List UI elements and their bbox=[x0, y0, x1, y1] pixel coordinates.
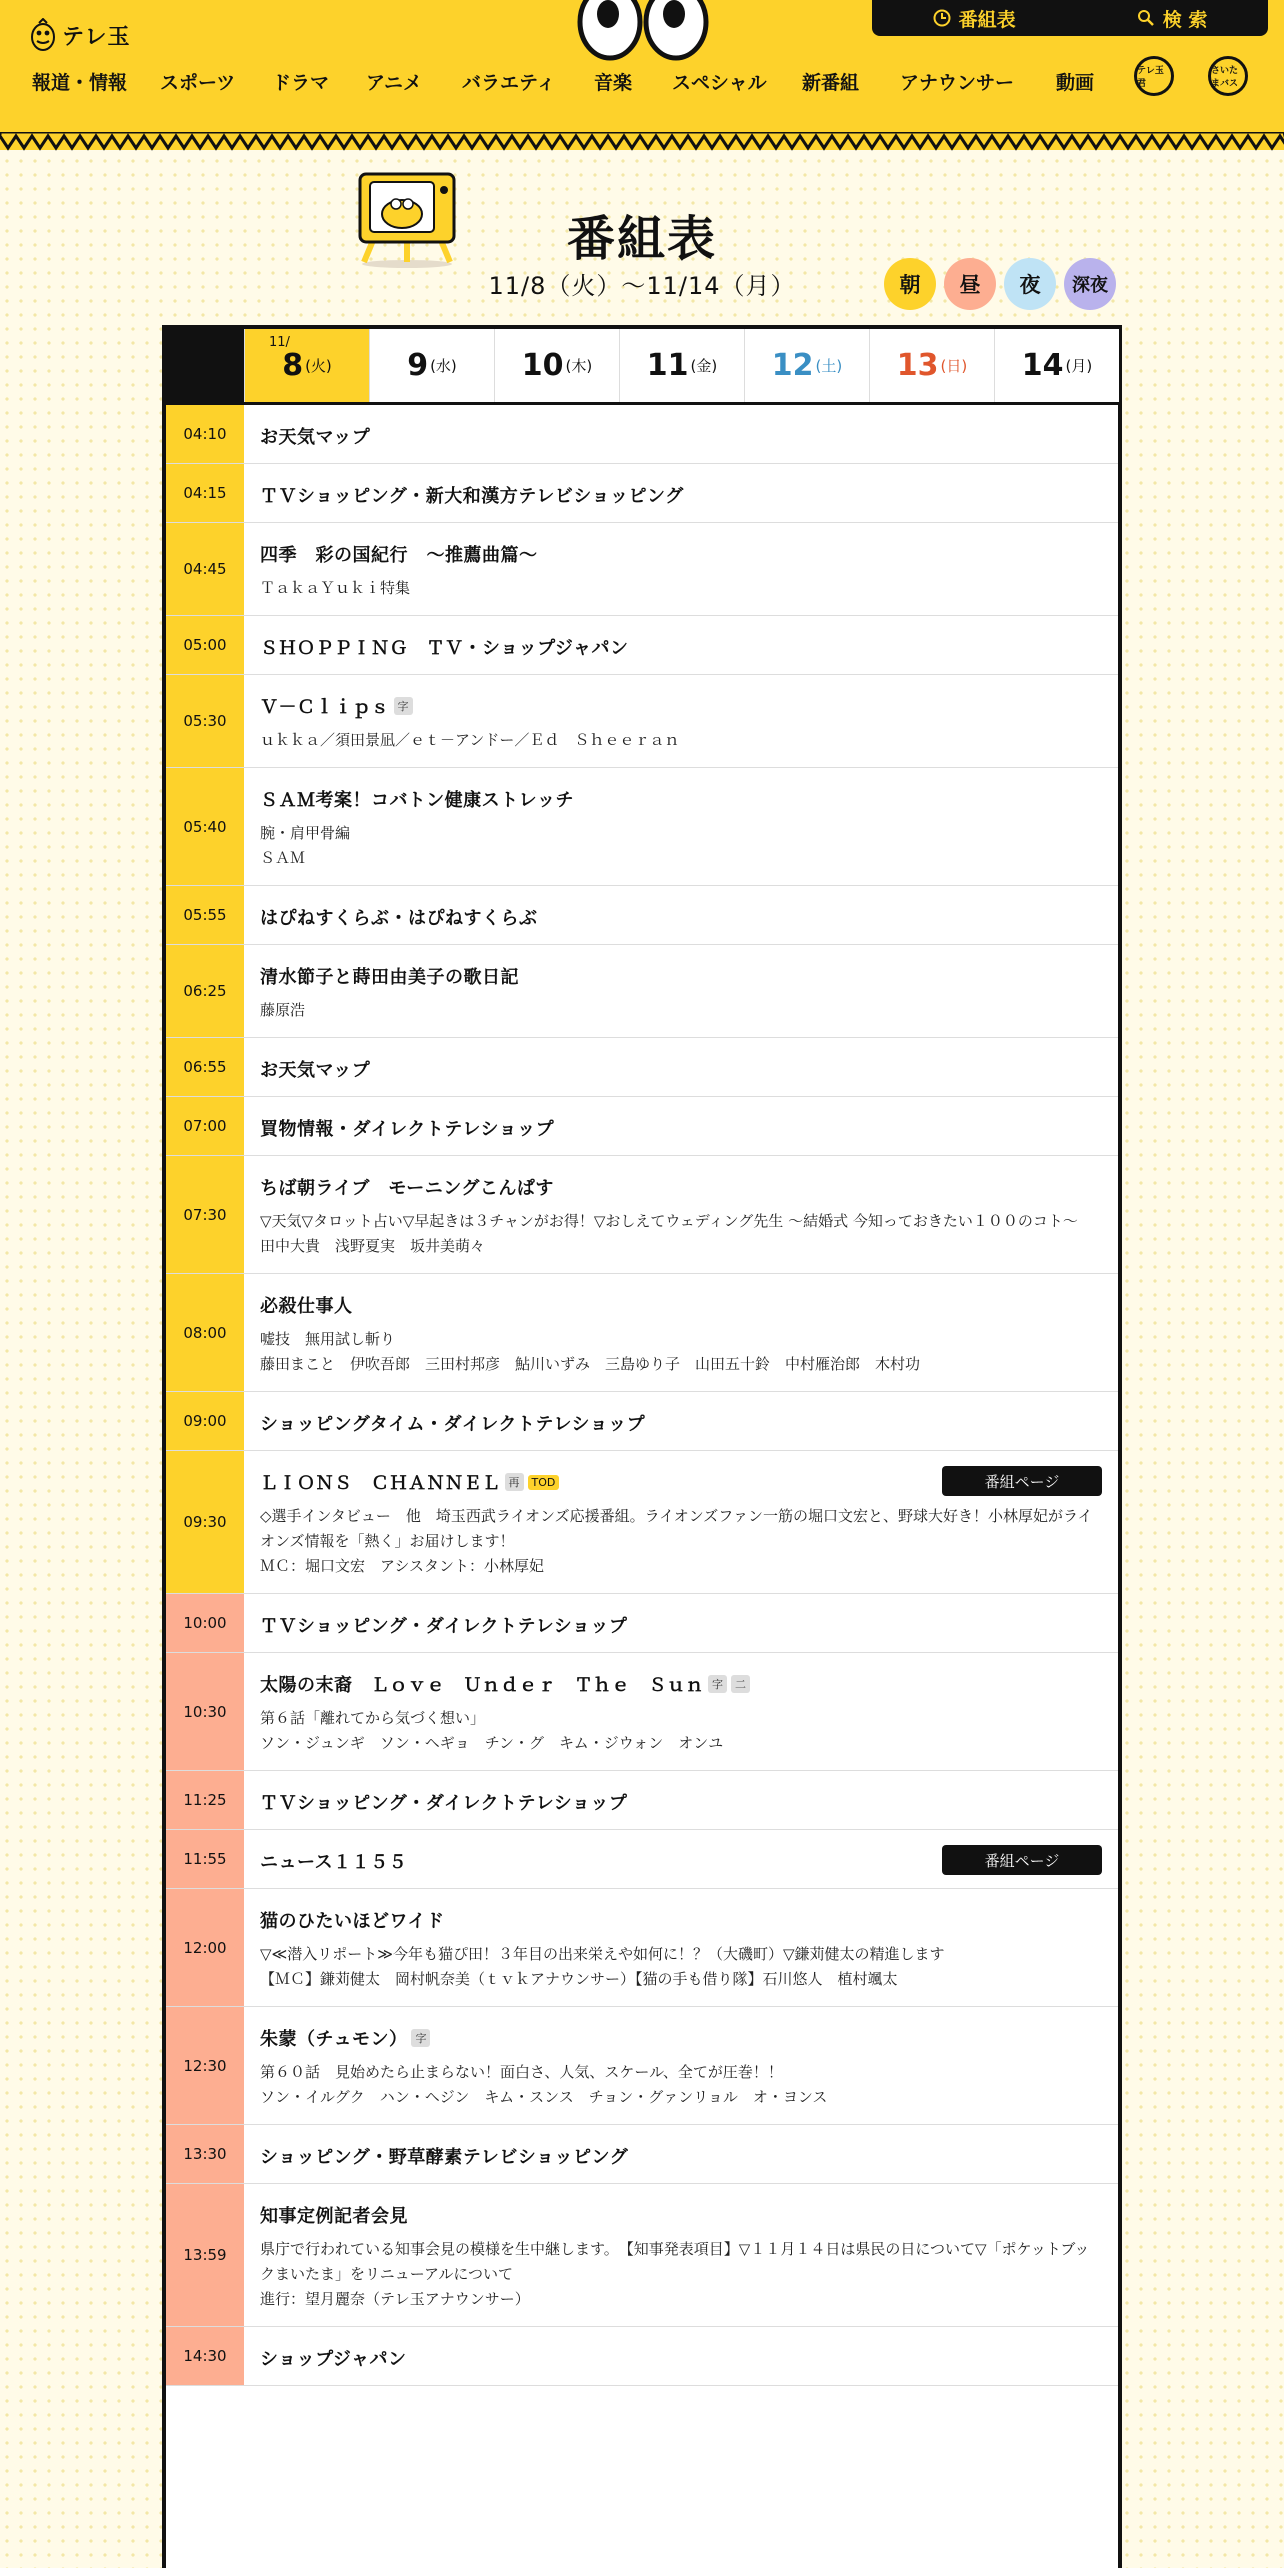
program-list bbox=[166, 405, 1118, 2386]
program-time: 09:30 bbox=[166, 1451, 244, 1593]
program-description bbox=[260, 576, 1102, 601]
day-tab-weekday: (月) bbox=[1065, 357, 1093, 375]
program-row[interactable] bbox=[166, 2007, 1118, 2125]
top-utility-bar bbox=[872, 0, 1268, 36]
program-description-line: 【ＭＣ】鎌苅健太 岡村帆奈美（ｔｖｋアナウンサー）【猫の手も借り隊】石川悠人 植村颯太 bbox=[260, 1970, 898, 1988]
program-content bbox=[244, 1097, 1118, 1155]
program-content bbox=[244, 768, 1118, 885]
program-row[interactable] bbox=[166, 1451, 1118, 1594]
program-description bbox=[260, 1327, 1102, 1377]
day-tab-weekday: (水) bbox=[430, 357, 457, 375]
day-tab-weekday: (火) bbox=[305, 357, 332, 375]
program-title-line bbox=[260, 904, 1102, 930]
program-time: 05:55 bbox=[166, 886, 244, 944]
program-time: 05:30 bbox=[166, 675, 244, 767]
program-content bbox=[244, 945, 1118, 1037]
search-link[interactable] bbox=[1137, 5, 1208, 32]
time-late-night-button[interactable] bbox=[1064, 258, 1116, 310]
program-title[interactable]: 朱蒙（チュモン） bbox=[260, 2029, 408, 2050]
program-description-line: ＳＡＭ bbox=[260, 849, 306, 867]
nav-variety[interactable]: バラエティ bbox=[462, 72, 556, 94]
program-row[interactable] bbox=[166, 1097, 1118, 1156]
program-description bbox=[260, 998, 1102, 1023]
program-description-line: 県庁で行われている知事会見の模様を生中継します。 【知事発表項目】▽１１月１４日は県民の日について▽「ポケットブックまいたま」をリニューアルについて bbox=[260, 2240, 1090, 2283]
program-row[interactable] bbox=[166, 1653, 1118, 1771]
program-title-line bbox=[260, 634, 1102, 660]
mascot-eyes-icon bbox=[568, 0, 718, 62]
program-row[interactable] bbox=[166, 1771, 1118, 1830]
program-title-line bbox=[260, 541, 1102, 567]
day-tab-number: 13 bbox=[896, 348, 939, 383]
program-badge: 字 bbox=[394, 697, 413, 715]
program-row[interactable] bbox=[166, 945, 1118, 1038]
program-title[interactable]: 知事定例記者会見 bbox=[260, 2206, 408, 2227]
program-content bbox=[244, 1889, 1118, 2006]
search-link-label: 検 索 bbox=[1162, 8, 1208, 31]
clock-icon bbox=[933, 9, 951, 27]
saitama-bus-button[interactable] bbox=[1208, 56, 1248, 96]
program-description-line: 藤田まこと 伊吹吾郎 三田村邦彦 鮎川いずみ 三島ゆり子 山田五十鈴 中村雁治郎 木村功 bbox=[260, 1355, 921, 1373]
day-tab-number: 12 bbox=[771, 348, 814, 383]
page-title: 番組表 bbox=[566, 211, 717, 267]
program-description-line: ▽≪潜入リポート≫今年も猫ぴ田！３年目の出来栄えや如何に！？（大磯町）▽鎌苅健太の精進します bbox=[260, 1945, 945, 1963]
program-time: 05:40 bbox=[166, 768, 244, 885]
program-content bbox=[244, 523, 1118, 615]
program-title-line bbox=[260, 1410, 1102, 1436]
program-content bbox=[244, 616, 1118, 674]
program-title[interactable]: ショップジャパン bbox=[260, 2349, 407, 2370]
program-time: 11:25 bbox=[166, 1771, 244, 1829]
time-morning-button[interactable] bbox=[884, 258, 936, 310]
program-content bbox=[244, 1038, 1118, 1096]
program-time: 04:10 bbox=[166, 405, 244, 463]
program-badge: 字 bbox=[708, 1675, 727, 1693]
program-row[interactable] bbox=[166, 1274, 1118, 1392]
day-tab-10[interactable] bbox=[494, 329, 619, 402]
program-content bbox=[244, 405, 1118, 463]
day-tab-weekday: (金) bbox=[690, 357, 718, 375]
day-tab-number: 11 bbox=[646, 348, 689, 383]
program-time: 04:45 bbox=[166, 523, 244, 615]
program-title-line bbox=[260, 2345, 1102, 2371]
program-time: 13:59 bbox=[166, 2184, 244, 2326]
day-tab-number: 10 bbox=[521, 348, 564, 383]
program-description-line: 嘘技 無用試し斬り bbox=[260, 1330, 396, 1348]
nav-announcer[interactable]: アナウンサー bbox=[900, 72, 1015, 94]
program-content bbox=[244, 1653, 1118, 1770]
program-title[interactable]: ショッピング・野草酵素テレビショッピング bbox=[260, 2147, 629, 2168]
program-time: 14:30 bbox=[166, 2327, 244, 2385]
day-tab-number: 8 bbox=[282, 348, 304, 383]
time-late-night-label: 深夜 bbox=[1072, 275, 1108, 296]
program-description bbox=[260, 2237, 1102, 2312]
program-description bbox=[260, 1209, 1102, 1259]
program-title[interactable]: 必殺仕事人 bbox=[260, 1296, 353, 1317]
program-row[interactable] bbox=[166, 1038, 1118, 1097]
program-row[interactable] bbox=[166, 405, 1118, 464]
main-nav bbox=[0, 68, 1284, 100]
day-tab-9[interactable] bbox=[369, 329, 494, 402]
program-description bbox=[260, 728, 1102, 753]
nav-drama[interactable]: ドラマ bbox=[272, 72, 330, 94]
day-tab-11[interactable] bbox=[619, 329, 744, 402]
program-description bbox=[260, 821, 1102, 871]
nav-news[interactable]: 報道・情報 bbox=[32, 72, 128, 94]
program-title[interactable]: はぴねすくらぶ・はぴねすくらぶ bbox=[260, 908, 538, 929]
program-time: 04:15 bbox=[166, 464, 244, 522]
day-tab-8[interactable] bbox=[244, 329, 369, 402]
program-row[interactable] bbox=[166, 2327, 1118, 2386]
time-night-label: 夜 bbox=[1019, 273, 1041, 297]
program-title[interactable]: ショッピングタイム・ダイレクトテレショップ bbox=[260, 1414, 646, 1435]
program-time: 12:00 bbox=[166, 1889, 244, 2006]
program-description-line: 田中大貴 浅野夏実 坂井美萌々 bbox=[260, 1237, 486, 1255]
program-title[interactable]: ニュース１１５５ bbox=[260, 1852, 408, 1873]
program-row[interactable] bbox=[166, 2125, 1118, 2184]
program-title[interactable]: ＳＨＯＰＰＩＮＧ ＴＶ・ショップジャパン bbox=[260, 638, 629, 659]
program-row[interactable] bbox=[166, 1830, 1118, 1889]
program-title-line bbox=[260, 2202, 1102, 2228]
program-content bbox=[244, 675, 1118, 767]
program-row[interactable] bbox=[166, 1594, 1118, 1653]
program-time: 07:30 bbox=[166, 1156, 244, 1273]
logo-text: テレ玉 bbox=[62, 24, 131, 50]
program-content bbox=[244, 1156, 1118, 1273]
program-description-line: ソン・イルグク ハン・ヘジン キム・スンス チョン・グァンリョル オ・ヨンス bbox=[260, 2088, 828, 2106]
day-tab-number: 14 bbox=[1021, 348, 1064, 383]
program-badge: TOD bbox=[528, 1475, 560, 1490]
program-description-line: ソン・ジュンギ ソン・ヘギョ チン・グ キム・ジウォン オンユ bbox=[260, 1734, 724, 1752]
program-title[interactable]: ＬＩＯＮＳ ＣＨＡＮＮＥＬ bbox=[260, 1473, 501, 1494]
day-tab-weekday: (日) bbox=[940, 357, 968, 375]
day-tab-weekday: (木) bbox=[565, 357, 593, 375]
program-row[interactable] bbox=[166, 768, 1118, 886]
program-title[interactable]: 清水節子と蒔田由美子の歌日記 bbox=[260, 967, 519, 988]
program-content bbox=[244, 1594, 1118, 1652]
schedule-table bbox=[162, 325, 1122, 2568]
nav-special[interactable]: スペシャル bbox=[672, 72, 767, 94]
program-badge: 字 bbox=[411, 2029, 430, 2047]
program-title-line bbox=[260, 1115, 1102, 1141]
program-title[interactable]: ＴＶショッピング・新大和漢方テレビショッピング bbox=[260, 486, 684, 507]
program-content bbox=[244, 1771, 1118, 1829]
program-description-line: 腕・肩甲骨編 bbox=[260, 824, 351, 842]
program-title-line bbox=[260, 482, 1102, 508]
program-title-line bbox=[260, 1907, 1102, 1933]
program-row[interactable] bbox=[166, 1392, 1118, 1451]
site-logo[interactable] bbox=[30, 18, 131, 52]
program-description bbox=[260, 1504, 1102, 1579]
header-zigzag-edge bbox=[0, 132, 1284, 154]
program-title-line bbox=[260, 1612, 1102, 1638]
schedule-link-label: 番組表 bbox=[958, 8, 1016, 31]
program-title-line bbox=[260, 1671, 1102, 1697]
program-content bbox=[244, 2184, 1118, 2326]
program-time: 12:30 bbox=[166, 2007, 244, 2124]
program-row[interactable] bbox=[166, 616, 1118, 675]
program-content bbox=[244, 1274, 1118, 1391]
program-description-line: 第６話「離れてから気づく想い」 bbox=[260, 1709, 486, 1727]
program-page-button[interactable]: 番組ページ bbox=[942, 1845, 1102, 1875]
program-title-line bbox=[260, 1174, 1102, 1200]
program-title[interactable]: ちば朝ライブ モーニングこんぱす bbox=[260, 1178, 554, 1199]
program-title[interactable]: 猫のひたいほどワイド bbox=[260, 1911, 445, 1932]
teletama-kun-label: テレ玉君 bbox=[1137, 66, 1164, 89]
program-description-line: ＴａｋａＹｕｋｉ特集 bbox=[260, 579, 411, 597]
date-range: 11/8（火）〜11/14（月） bbox=[488, 272, 796, 300]
program-time: 05:00 bbox=[166, 616, 244, 674]
program-row[interactable] bbox=[166, 464, 1118, 523]
program-description-line: 藤原浩 bbox=[260, 1001, 306, 1019]
program-content bbox=[244, 886, 1118, 944]
program-description-line: 第６０話 見始めたら止まらない！面白さ、人気、スケール、全てが圧巻！！ bbox=[260, 2063, 783, 2081]
program-description-line: ＭＣ：堀口文宏 アシスタント：小林厚妃 bbox=[260, 1557, 544, 1575]
schedule-link[interactable] bbox=[933, 5, 1016, 32]
program-row[interactable] bbox=[166, 2184, 1118, 2327]
program-title-line bbox=[260, 1789, 1102, 1815]
day-tab-12[interactable] bbox=[744, 329, 869, 402]
search-icon bbox=[1137, 9, 1155, 27]
program-title[interactable]: 四季 彩の国紀行 ～推薦曲篇～ bbox=[260, 545, 538, 566]
program-title[interactable]: 買物情報・ダイレクトテレショップ bbox=[260, 1119, 555, 1140]
tv-mascot-icon bbox=[352, 168, 462, 268]
nav-music[interactable]: 音楽 bbox=[594, 72, 633, 94]
program-description-line: ◇選手インタビュー 他 埼玉西武ライオンズ応援番組。ライオンズファン一筋の堀口文宏と、野球大好き！小林厚妃がライオンズ情報を「熱く」お届けします！ bbox=[260, 1507, 1093, 1550]
program-row[interactable] bbox=[166, 675, 1118, 768]
program-title[interactable]: ＳＡＭ考案！コバトン健康ストレッチ bbox=[260, 790, 574, 811]
day-tab-month: 11/ bbox=[269, 335, 290, 350]
program-description-line: ▽天気▽タロット占い▽早起きは３チャンがお得！▽おしえてウェディング先生 ～結婚式 今知っておきたい１００のコト～ bbox=[260, 1212, 1078, 1230]
program-time: 09:00 bbox=[166, 1392, 244, 1450]
program-title[interactable]: お天気マップ bbox=[260, 427, 371, 448]
nav-video[interactable]: 動画 bbox=[1056, 72, 1095, 94]
program-content bbox=[244, 1392, 1118, 1450]
program-title[interactable]: ＴＶショッピング・ダイレクトテレショップ bbox=[260, 1616, 628, 1637]
nav-sports[interactable]: スポーツ bbox=[160, 72, 236, 94]
program-badge: 再 bbox=[505, 1473, 524, 1491]
day-tab-weekday: (土) bbox=[815, 357, 843, 375]
program-badge: 二 bbox=[731, 1675, 750, 1693]
tele-tama-mascot-icon bbox=[30, 18, 56, 52]
program-title[interactable]: 太陽の末裔 Ｌｏｖｅ Ｕｎｄｅｒ Ｔｈｅ Ｓｕｎ bbox=[260, 1675, 704, 1696]
program-title-line bbox=[260, 963, 1102, 989]
program-row[interactable] bbox=[166, 1889, 1118, 2007]
program-row[interactable] bbox=[166, 886, 1118, 945]
day-tab-number: 9 bbox=[407, 348, 429, 383]
program-row[interactable] bbox=[166, 1156, 1118, 1274]
program-time: 10:00 bbox=[166, 1594, 244, 1652]
program-title-line bbox=[260, 1056, 1102, 1082]
program-time: 11:55 bbox=[166, 1830, 244, 1888]
program-title-line bbox=[260, 786, 1102, 812]
program-time: 13:30 bbox=[166, 2125, 244, 2183]
program-title-line bbox=[260, 1292, 1102, 1318]
program-title[interactable]: お天気マップ bbox=[260, 1060, 371, 1081]
program-time: 07:00 bbox=[166, 1097, 244, 1155]
time-night-button[interactable] bbox=[1004, 258, 1056, 310]
time-morning-label: 朝 bbox=[899, 273, 921, 297]
nav-new-programs[interactable]: 新番組 bbox=[802, 72, 860, 94]
day-tab-14[interactable] bbox=[994, 329, 1119, 402]
table-corner bbox=[166, 329, 244, 402]
program-time: 10:30 bbox=[166, 1653, 244, 1770]
site-header bbox=[0, 0, 1284, 150]
program-title-line bbox=[260, 2143, 1102, 2169]
program-description-line: ｕｋｋａ／須田景凪／ｅｔ－アンドー／Ｅｄ Ｓｈｅｅｒａｎ bbox=[260, 731, 680, 749]
program-content bbox=[244, 2327, 1118, 2385]
program-description bbox=[260, 1942, 1102, 1992]
program-time: 06:25 bbox=[166, 945, 244, 1037]
program-description-line: 進行：望月麗奈（テレ玉アナウンサー） bbox=[260, 2290, 530, 2308]
time-noon-label: 昼 bbox=[959, 273, 981, 297]
program-time: 08:00 bbox=[166, 1274, 244, 1391]
program-title-line bbox=[260, 693, 1102, 719]
program-title-line bbox=[260, 2025, 1102, 2051]
program-title[interactable]: ＴＶショッピング・ダイレクトテレショップ bbox=[260, 1793, 628, 1814]
teletama-kun-button[interactable] bbox=[1134, 56, 1174, 96]
day-tab-13[interactable] bbox=[869, 329, 994, 402]
program-time: 06:55 bbox=[166, 1038, 244, 1096]
program-description bbox=[260, 1706, 1102, 1756]
program-title-line bbox=[260, 423, 1102, 449]
day-tabs bbox=[166, 329, 1118, 405]
program-row[interactable] bbox=[166, 523, 1118, 616]
program-description bbox=[260, 2060, 1102, 2110]
program-content bbox=[244, 2007, 1118, 2124]
program-page-button[interactable]: 番組ページ bbox=[942, 1466, 1102, 1496]
program-content bbox=[244, 464, 1118, 522]
saitama-bus-label: さいたまバス bbox=[1211, 66, 1239, 89]
time-noon-button[interactable] bbox=[944, 258, 996, 310]
nav-anime[interactable]: アニメ bbox=[366, 72, 423, 94]
program-title[interactable]: Ｖ－Ｃｌｉｐｓ bbox=[260, 697, 390, 718]
program-content bbox=[244, 2125, 1118, 2183]
